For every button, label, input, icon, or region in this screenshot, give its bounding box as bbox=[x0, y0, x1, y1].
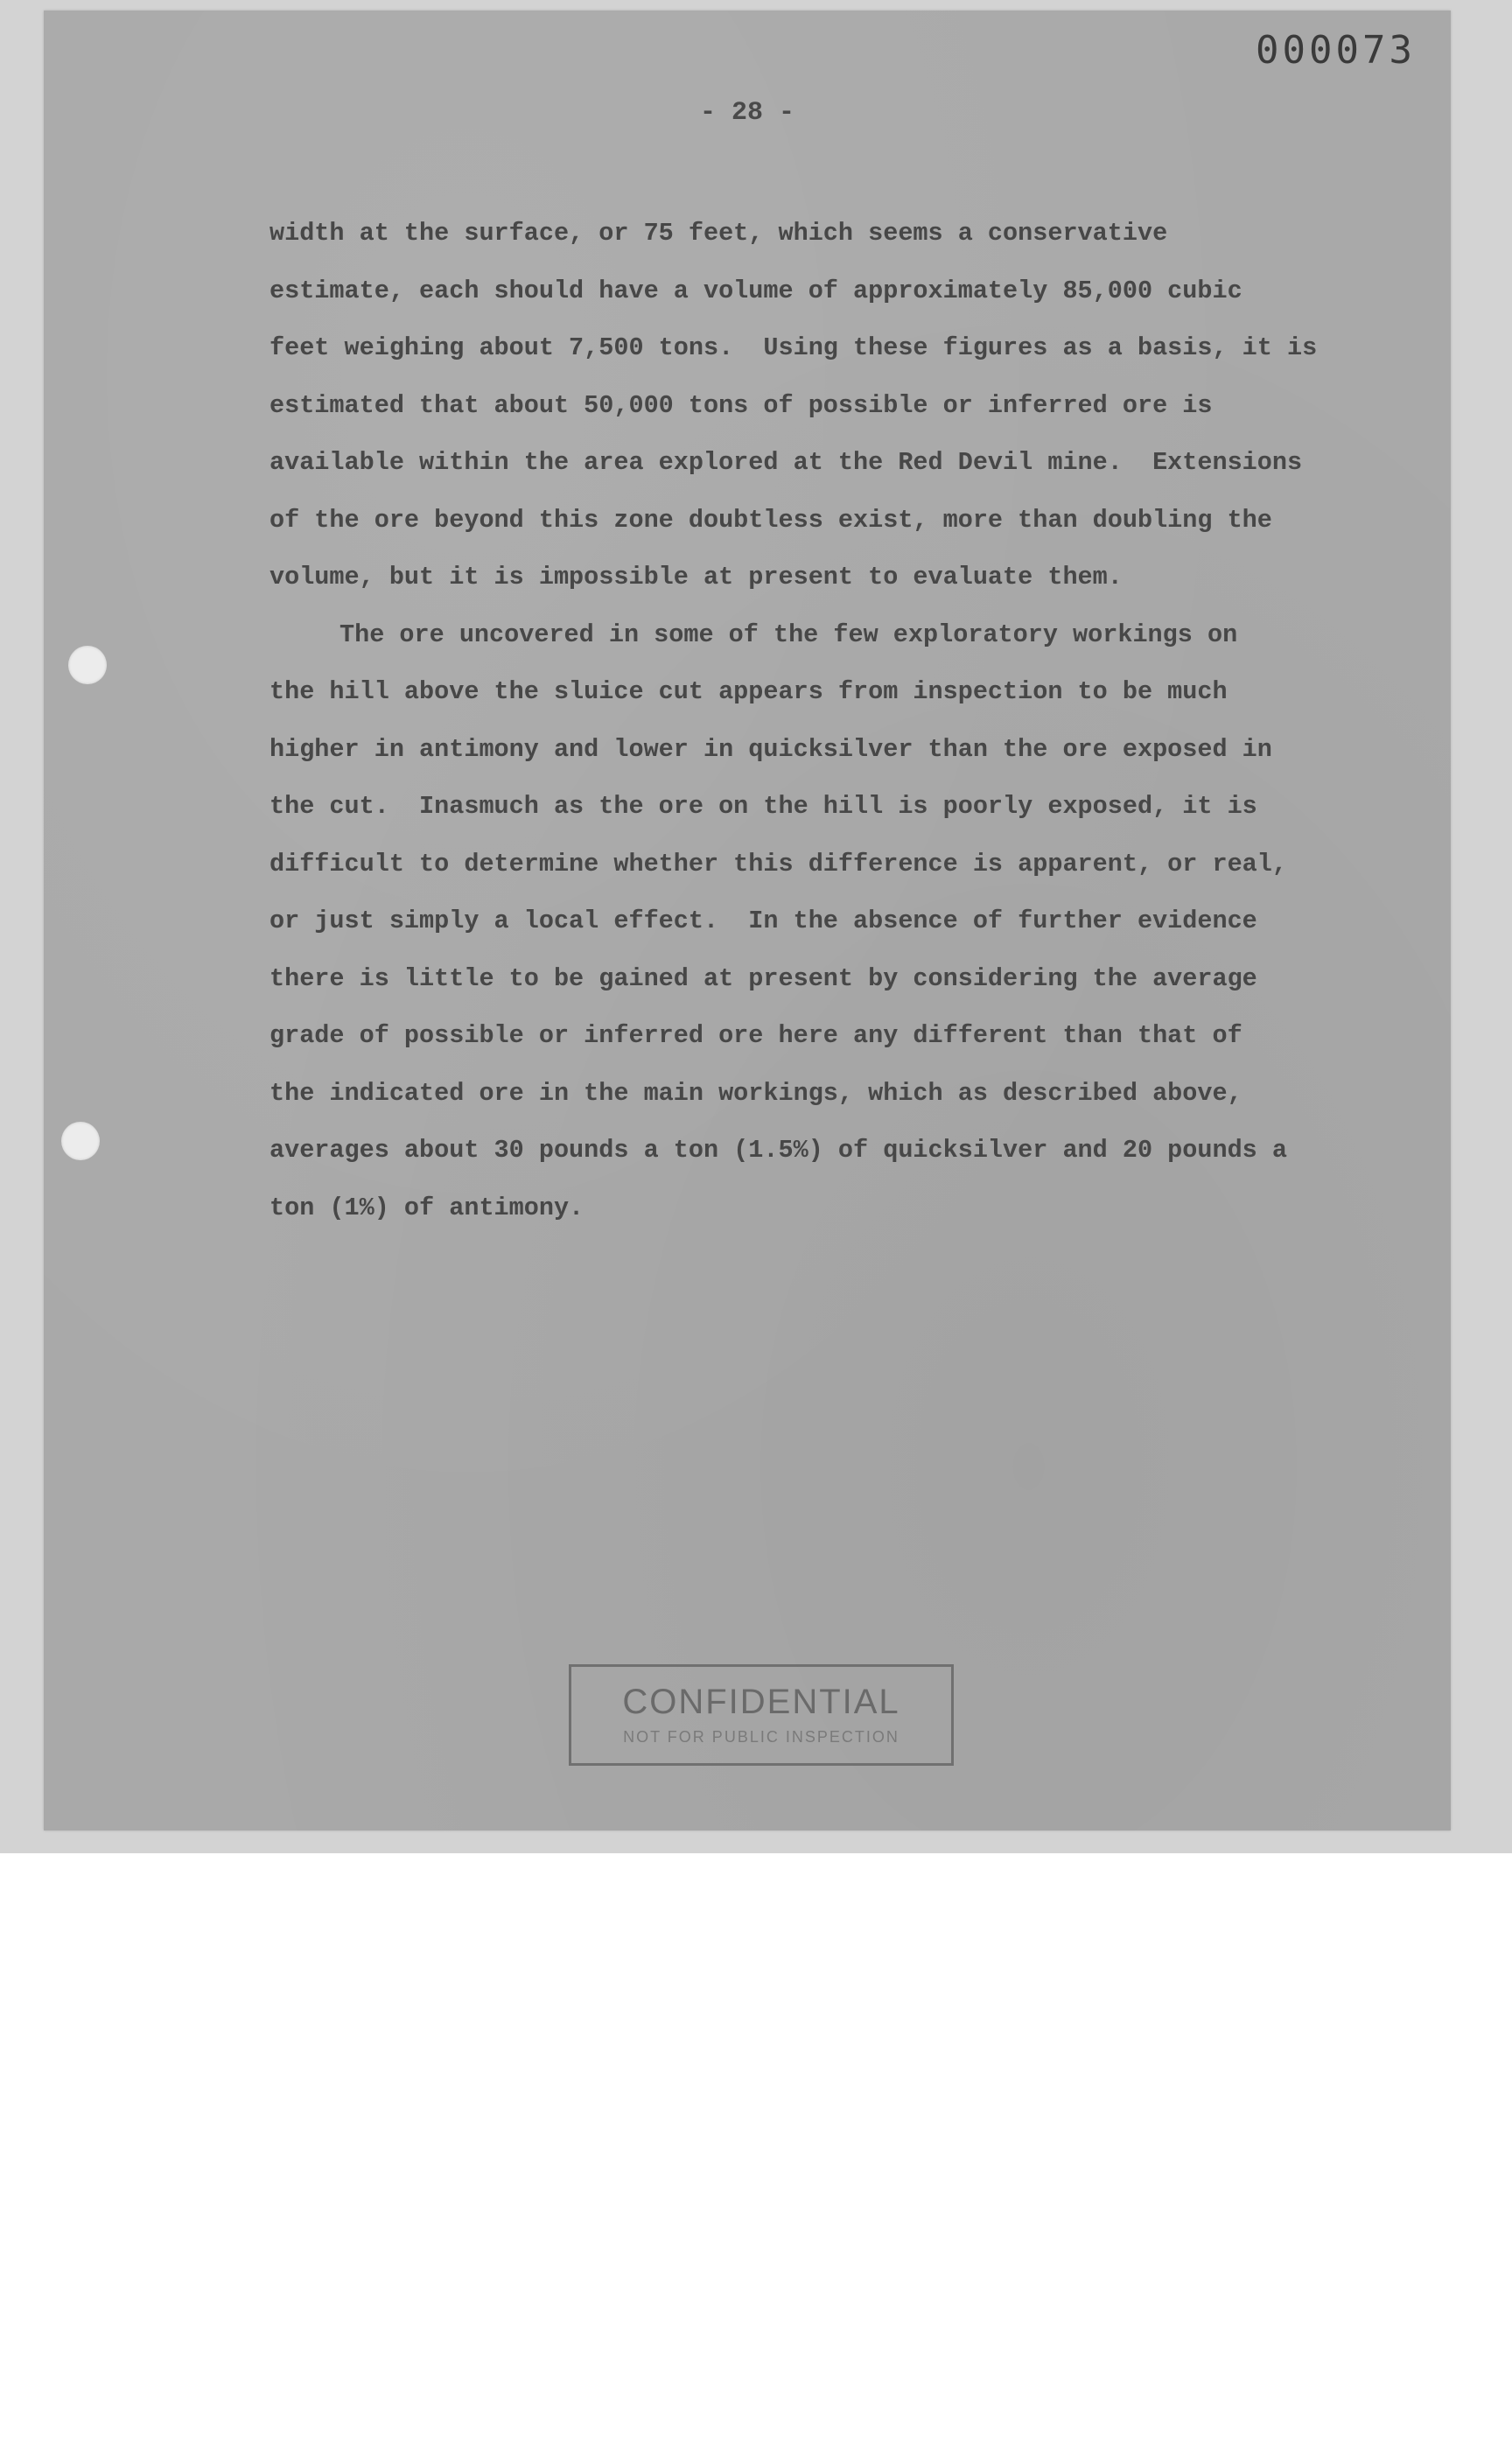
text-line: averages about 30 pounds a ton (1.5%) of quicksilver and 20 pounds a bbox=[270, 1136, 1287, 1165]
text-line: available within the area explored at the Red Devil mine. Extensions bbox=[270, 448, 1303, 477]
stamp-title: CONFIDENTIAL bbox=[622, 1683, 900, 1721]
text-line: the indicated ore in the main workings, which as described above, bbox=[270, 1078, 1242, 1108]
paragraph-2 bbox=[270, 606, 1354, 1237]
document-page bbox=[44, 10, 1451, 1830]
punch-hole bbox=[68, 646, 107, 684]
confidential-stamp bbox=[569, 1664, 954, 1766]
text-line: the hill above the sluice cut appears from inspection to be much bbox=[270, 677, 1228, 706]
text-line: estimate, each should have a volume of approximately 85,000 cubic bbox=[270, 276, 1242, 305]
text-line: difficult to determine whether this difference is apparent, or real, bbox=[270, 849, 1287, 878]
page-number: - 28 - bbox=[699, 98, 795, 128]
stamp-subtitle: NOT FOR PUBLIC INSPECTION bbox=[623, 1728, 900, 1746]
paragraph-1 bbox=[270, 205, 1354, 606]
text-line: volume, but it is impossible at present to evaluate them. bbox=[270, 563, 1123, 592]
text-line: higher in antimony and lower in quicksilver than the ore exposed in bbox=[270, 734, 1272, 764]
text-line: The ore uncovered in some of the few exploratory workings on bbox=[340, 620, 1238, 649]
text-line: of the ore beyond this zone doubtless exist, more than doubling the bbox=[270, 505, 1272, 535]
document-number: 000073 bbox=[1256, 28, 1416, 73]
text-line: estimated that about 50,000 tons of possible or inferred ore is bbox=[270, 390, 1213, 420]
text-line: width at the surface, or 75 feet, which seems a conservative bbox=[270, 219, 1168, 248]
body-text bbox=[270, 205, 1354, 1236]
text-line: there is little to be gained at present by considering the average bbox=[270, 963, 1257, 993]
text-line: ton (1%) of antimony. bbox=[270, 1193, 584, 1222]
text-line: grade of possible or inferred ore here any different than that of bbox=[270, 1021, 1242, 1050]
text-line: feet weighing about 7,500 tons. Using these figures as a basis, it is bbox=[270, 333, 1318, 362]
text-line: or just simply a local effect. In the absence of further evidence bbox=[270, 906, 1257, 935]
punch-hole bbox=[61, 1122, 100, 1160]
text-line: the cut. Inasmuch as the ore on the hill is poorly exposed, it is bbox=[270, 792, 1257, 821]
